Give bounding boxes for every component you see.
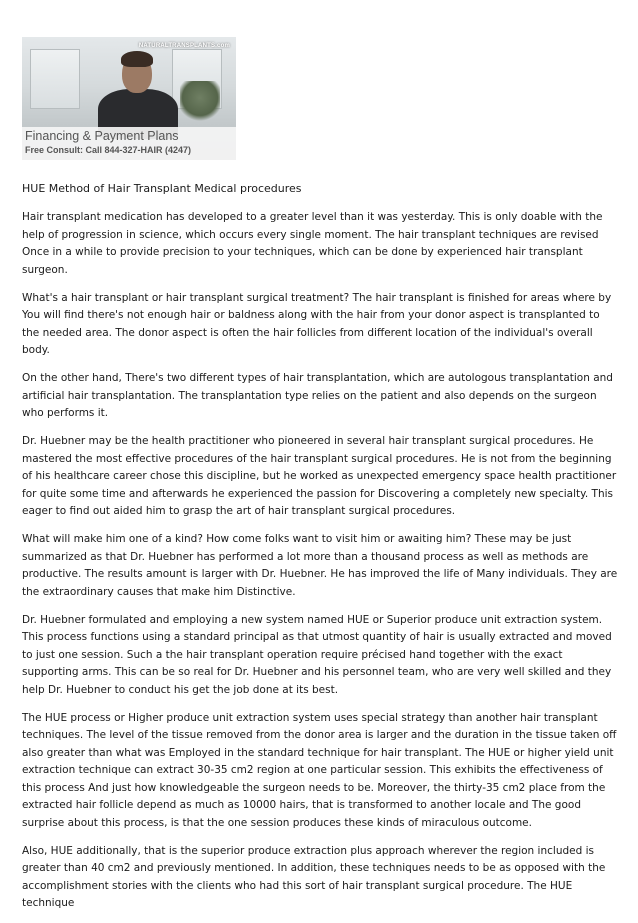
video-thumbnail[interactable]	[22, 37, 236, 160]
site-logo: NATURALTRANSPLANTS.com	[138, 43, 230, 49]
banner-title: Financing & Payment Plans	[25, 129, 179, 143]
article-body	[22, 209, 619, 923]
paragraph: Hair transplant medication has developed to a greater level than it was yesterday. This is only doable with the help of progression in science, which occurs every single moment. The hair transplant techniques are revised Once in a while to provide precision to your techniques, which can be done by experienced hair transplant surgeon.	[22, 211, 603, 276]
paragraph: The HUE process or Higher produce unit extraction system uses special strategy than another hair transplant techniques. The level of the tissue removed from the donor area is larger and the duration in the tissue taken off also greater than what was Employed in the standard technique for hair transplant. The HUE or higher yield unit extraction technique can extract 30-35 cm2 region at one particular session. This exhibits the effectiveness of this process And just how knowledgeable the surgeon needs to be. Moreover, the thirty-35 cm2 place from the extracted hair follicle depend as much as 10000 hairs, that is transformed to another locale and The good surprise about this process, is that the one session produces these kinds of miraculous outcome.	[22, 711, 617, 829]
banner-subtitle: Free Consult: Call 844-327-HAIR (4247)	[25, 145, 192, 155]
article-title: HUE Method of Hair Transplant Medical procedures	[22, 182, 302, 195]
paragraph: What will make him one of a kind? How come folks want to visit him or awaiting him? These may be just summarized as that Dr. Huebner has performed a lot more than a thousand process as well as methods are productive. The results amount is larger with Dr. Huebner. He has improved the life of Many individuals. They are the extraordinary causes that make him Distinctive.	[22, 533, 618, 598]
paragraph: On the other hand, There's two different types of hair transplantation, which are autologous transplantation and artificial hair transplantation. The transplantation type relies on the patient and also depends on the surgeon who performs it.	[22, 372, 613, 419]
paragraph: Also, HUE additionally, that is the superior produce extraction plus approach wherever the region included is greater than 40 cm2 and previously mentioned. In addition, these techniques needs to be as opposed with the accomplishment stories with the clients who had this sort of hair transplant surgical procedure. The HUE technique	[22, 844, 606, 909]
promo-banner	[22, 127, 236, 160]
plant	[180, 81, 220, 123]
paragraph: Dr. Huebner formulated and employing a new system named HUE or Superior produce unit extraction system. This process functions using a standard principal as that utmost quantity of hair is usually extracted and moved to just one session. Such a the hair transplant operation require précised hand together with the exact supporting arms. This can be so real for Dr. Huebner and his personnel team, who are very well skilled and they help Dr. Huebner to conduct his get the job done at its best.	[22, 613, 612, 696]
window-left	[30, 49, 80, 109]
paragraph: Dr. Huebner may be the health practitioner who pioneered in several hair transplant surgical procedures. He mastered the most effective procedures of the hair transplant surgical procedures. He is not from the beginning of his healthcare career chose this discipline, but he worked as unexpected emergency space health practitioner for quite some time and afterwards he experienced the passion for Discovering a completely new specialty. This eager to find out aided him to grasp the art of hair transplant surgical procedures.	[22, 435, 617, 517]
paragraph: What's a hair transplant or hair transplant surgical treatment? The hair transplant is finished for areas where by You will find there's not enough hair or baldness along with the hair from your donor aspect is transplanted to the needed area. The donor aspect is often the hair follicles from different location of the individual's overall body.	[22, 291, 612, 356]
person-hair	[121, 51, 153, 67]
